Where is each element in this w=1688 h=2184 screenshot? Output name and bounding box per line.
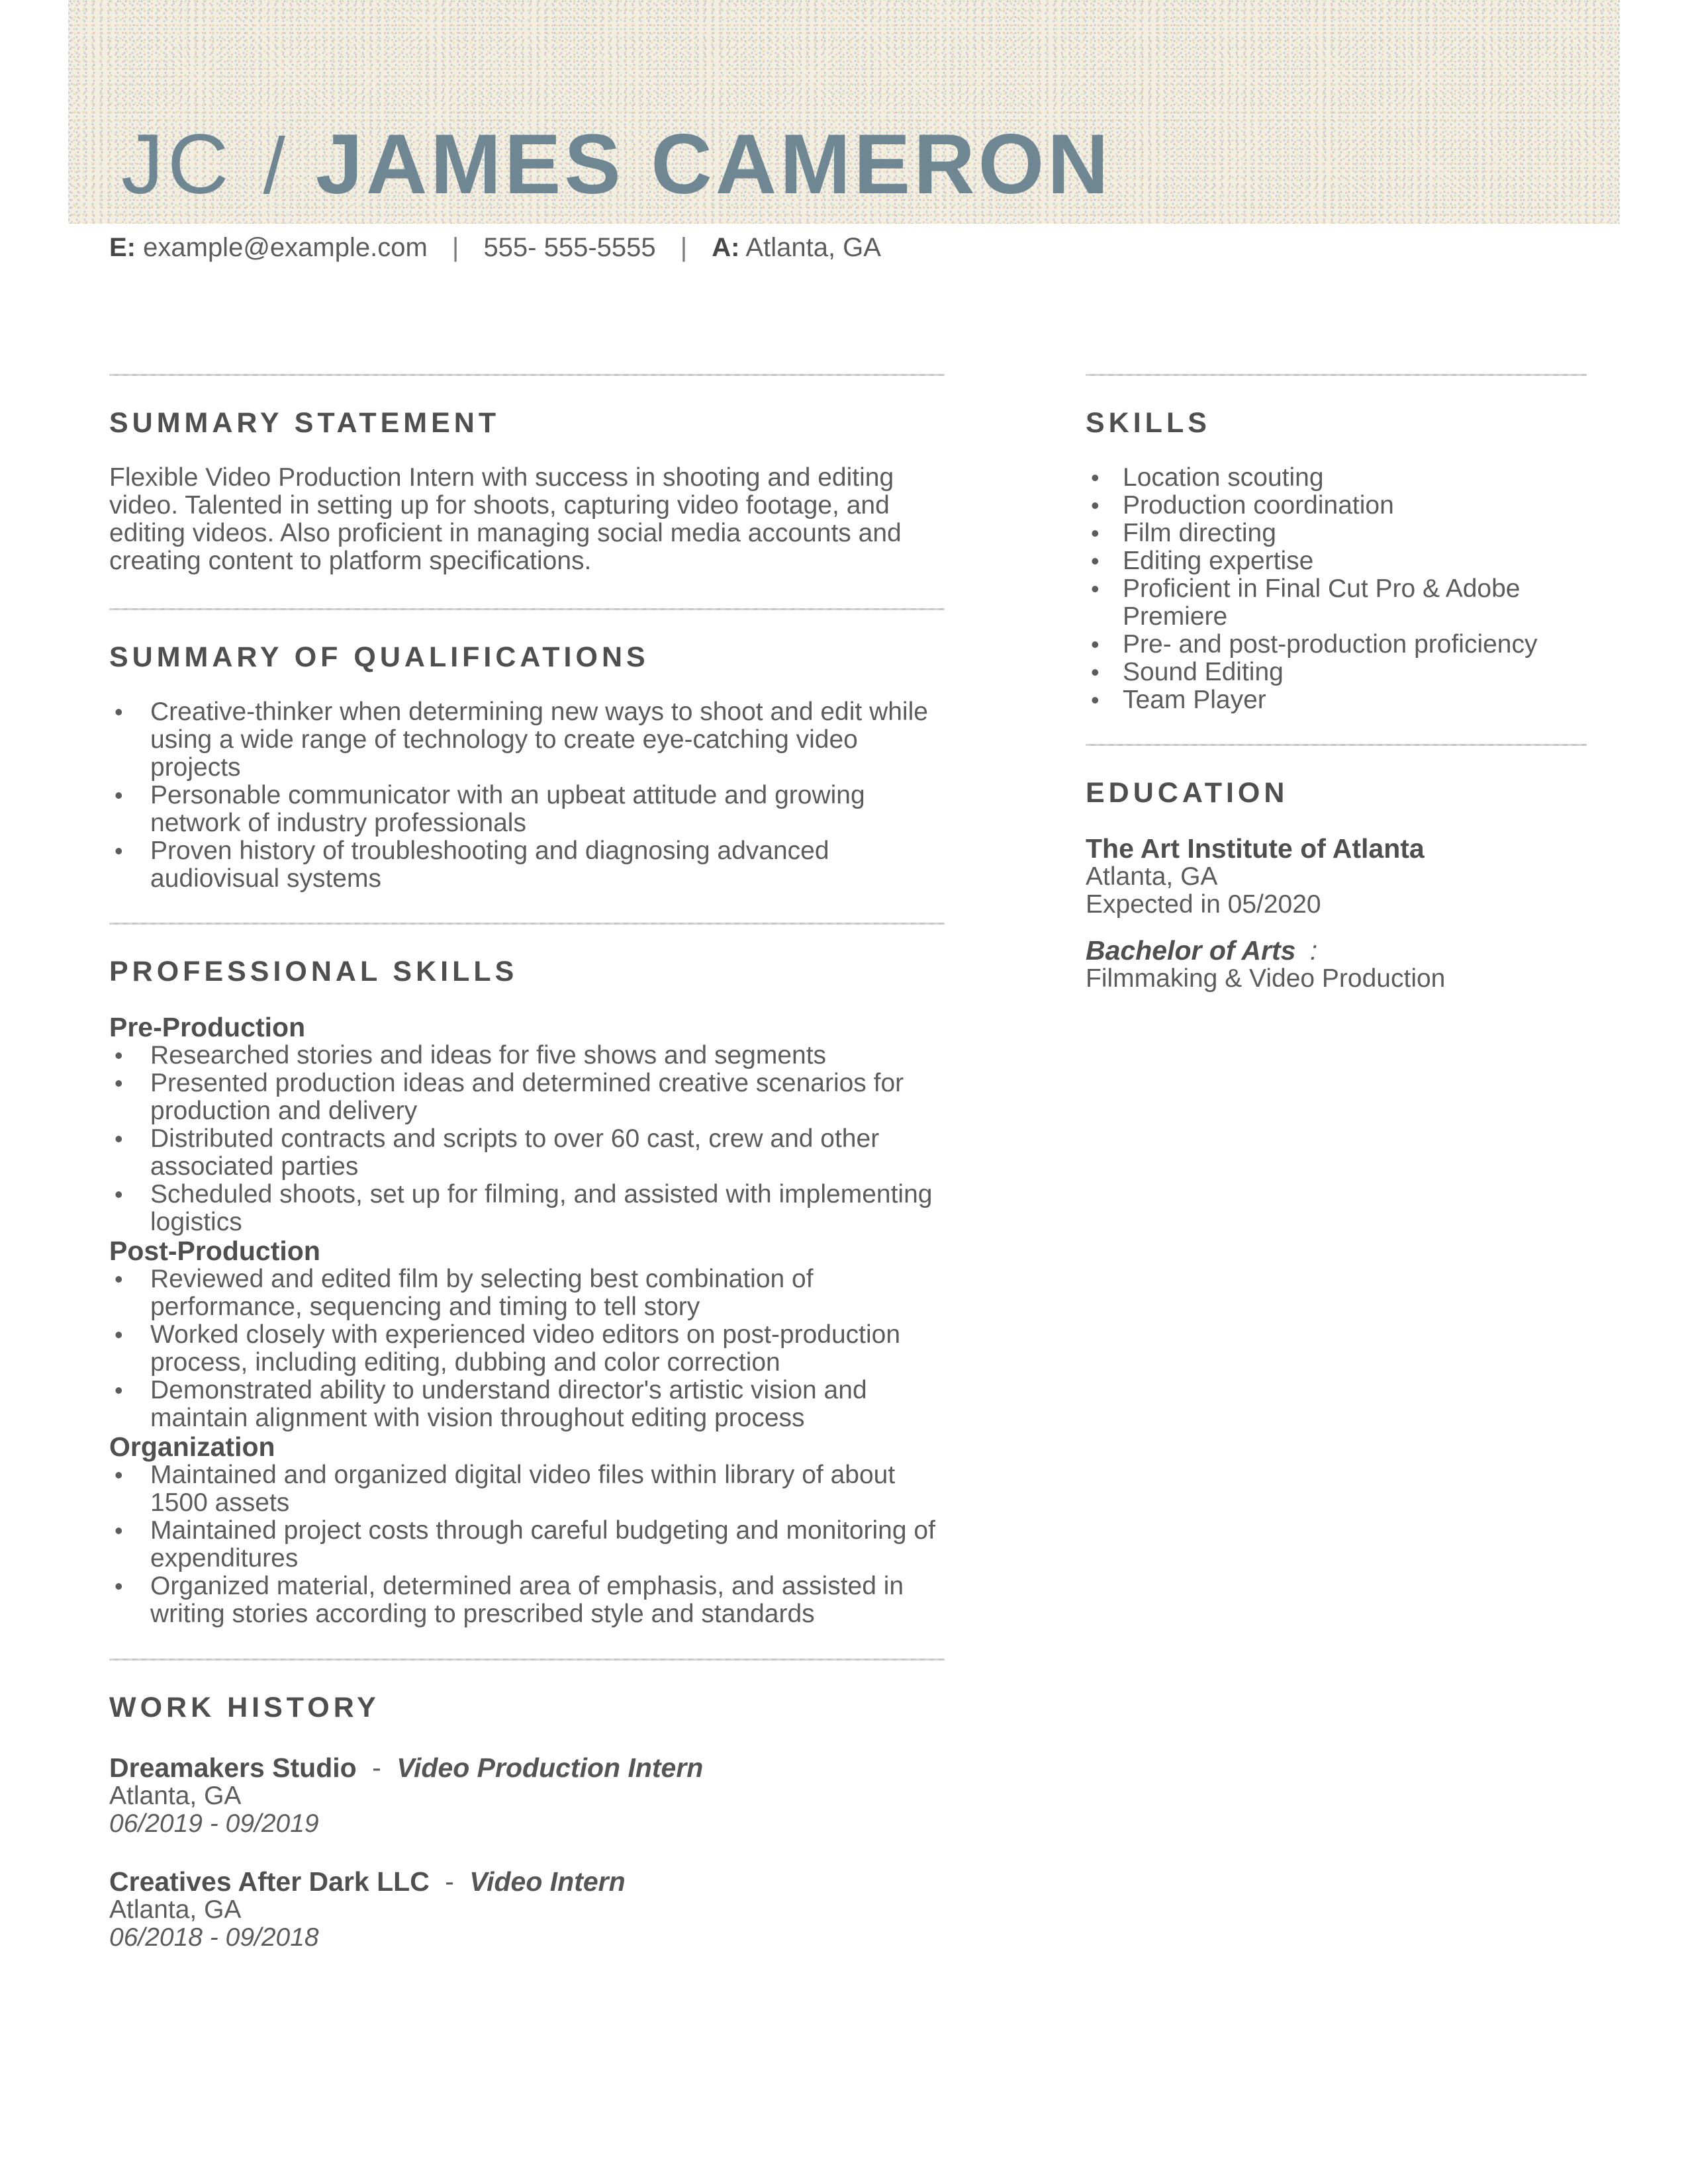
degree-name: Bachelor of Arts (1086, 935, 1296, 966)
phone-value: 555- 555-5555 (483, 233, 656, 262)
list-item: • Maintained project costs through careful budgeting and monitoring of expenditures (109, 1517, 945, 1572)
job-separator: - (445, 1866, 454, 1897)
list-item: • Editing expertise (1086, 547, 1587, 575)
list-item: • Organized material, determined area of emphasis, and assisted in writing stories according to prescribed style and standards (109, 1572, 945, 1628)
right-column (1086, 374, 1587, 993)
section-divider (109, 1659, 945, 1661)
list-item: • Creative-thinker when determining new ways to shoot and edit while using a wide range of technology to create eye-catching video projects (109, 698, 945, 782)
skills-title: SKILLS (1086, 407, 1211, 439)
graduation-expected: Expected in 05/2020 (1086, 890, 1321, 919)
list-item: • Film directing (1086, 520, 1587, 547)
education-entry (1086, 834, 1587, 993)
slash-separator: / (263, 122, 285, 210)
qualifications-list (109, 698, 945, 893)
job-title-line (109, 1867, 945, 1896)
summary-statement-title: SUMMARY STATEMENT (109, 407, 500, 439)
skills-list (1086, 464, 1587, 714)
job-role: Video Intern (469, 1866, 626, 1897)
initials: JC (121, 117, 233, 212)
job-entry (109, 1867, 945, 1952)
list-item: • Pre- and post-production proficiency (1086, 631, 1587, 659)
school-location: Atlanta, GA (1086, 862, 1218, 891)
group-heading: Post-Production (109, 1236, 320, 1267)
list-item: • Maintained and organized digital video files within library of about 1500 assets (109, 1461, 945, 1517)
skills-group-organization (109, 1432, 945, 1628)
work-history-title: WORK HISTORY (109, 1692, 380, 1724)
list-item: • Researched stories and ideas for five shows and segments (109, 1042, 945, 1069)
list-item: • Location scouting (1086, 464, 1587, 492)
section-divider (109, 374, 945, 376)
job-location: Atlanta, GA (109, 1895, 242, 1924)
summary-statement-body: Flexible Video Production Intern with success in shooting and editing video. Talented in setting up for shoots, capturing video footage, and editing videos. Also proficient in managing social media accounts and creating content to platform specifications. (109, 463, 902, 576)
list-item: • Personable communicator with an upbeat attitude and growing network of industry professionals (109, 782, 945, 837)
list-item: • Reviewed and edited film by selecting best combination of performance, sequencing and timing to tell story (109, 1265, 945, 1321)
skills-group-post-production (109, 1236, 945, 1432)
section-divider (1086, 744, 1587, 746)
header-band (68, 0, 1620, 224)
list-item: • Demonstrated ability to understand director's artistic vision and maintain alignment with vision throughout editing process (109, 1377, 945, 1432)
skills-group-pre-production (109, 1013, 945, 1236)
email-value: example@example.com (143, 233, 428, 262)
contact-line (109, 232, 881, 263)
list-item: • Sound Editing (1086, 659, 1587, 686)
degree-colon: : (1309, 935, 1318, 966)
group-list (109, 1461, 945, 1628)
education-title: EDUCATION (1086, 777, 1289, 809)
group-list (109, 1042, 945, 1236)
school-name: The Art Institute of Atlanta (1086, 833, 1425, 864)
job-entry (109, 1753, 945, 1838)
job-separator: - (372, 1752, 381, 1783)
professional-skills-title: PROFESSIONAL SKILLS (109, 956, 518, 988)
full-name: JAMES CAMERON (315, 117, 1112, 212)
email-label: E: (109, 233, 136, 262)
name-row (121, 116, 1112, 213)
group-list (109, 1265, 945, 1432)
list-item: • Team Player (1086, 686, 1587, 714)
list-item: • Scheduled shoots, set up for filming, and assisted with implementing logistics (109, 1181, 945, 1236)
qualifications-title: SUMMARY OF QUALIFICATIONS (109, 641, 649, 674)
contact-separator: | (451, 233, 459, 262)
list-item: • Production coordination (1086, 492, 1587, 520)
list-item: • Distributed contracts and scripts to over 60 cast, crew and other associated parties (109, 1125, 945, 1181)
section-divider (1086, 374, 1587, 376)
contact-separator: | (680, 233, 688, 262)
company-name: Creatives After Dark LLC (109, 1866, 430, 1897)
company-name: Dreamakers Studio (109, 1752, 357, 1783)
degree-line (1086, 936, 1587, 965)
group-heading: Organization (109, 1432, 275, 1463)
list-item: • Presented production ideas and determined creative scenarios for production and delivery (109, 1069, 945, 1125)
list-item: • Proven history of troubleshooting and diagnosing advanced audiovisual systems (109, 837, 945, 893)
group-heading: Pre-Production (109, 1012, 306, 1043)
degree-program: Filmmaking & Video Production (1086, 964, 1446, 993)
section-divider (109, 608, 945, 610)
address-value: Atlanta, GA (745, 233, 881, 262)
job-title-line (109, 1753, 945, 1782)
job-role: Video Production Intern (397, 1752, 704, 1783)
address-label: A: (712, 233, 740, 262)
list-item: • Worked closely with experienced video editors on post-production process, including editing, dubbing and color correction (109, 1321, 945, 1377)
job-dates: 06/2018 - 09/2018 (109, 1923, 319, 1952)
list-item: • Proficient in Final Cut Pro & Adobe Premiere (1086, 575, 1587, 631)
section-divider (109, 923, 945, 925)
left-column (109, 374, 945, 1952)
job-dates: 06/2019 - 09/2019 (109, 1809, 319, 1838)
job-location: Atlanta, GA (109, 1781, 242, 1810)
